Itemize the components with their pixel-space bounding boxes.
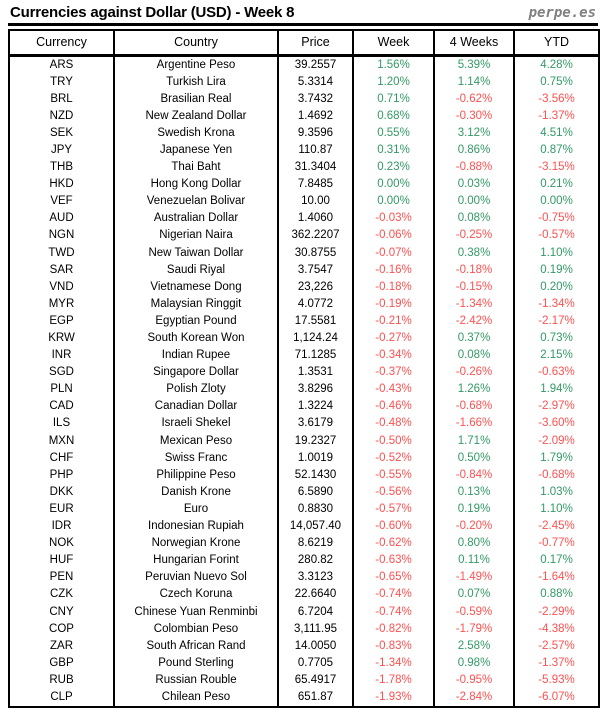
cell-price: 3.6179 bbox=[278, 415, 353, 432]
cell-price: 14,057.40 bbox=[278, 518, 353, 535]
cell-price: 8.6219 bbox=[278, 535, 353, 552]
table-row bbox=[9, 176, 599, 193]
cell-week-change: -0.56% bbox=[353, 484, 434, 501]
cell-currency-code: CLP bbox=[9, 689, 114, 707]
table-row bbox=[9, 604, 599, 621]
cell-4weeks-change: 0.50% bbox=[434, 450, 514, 467]
cell-currency-code: ILS bbox=[9, 415, 114, 432]
cell-price: 65.4917 bbox=[278, 672, 353, 689]
cell-price: 0.7705 bbox=[278, 655, 353, 672]
cell-country: Saudi Riyal bbox=[114, 262, 278, 279]
cell-4weeks-change: -1.34% bbox=[434, 296, 514, 313]
table-row bbox=[9, 381, 599, 398]
cell-ytd-change: -4.38% bbox=[514, 621, 599, 638]
table-row bbox=[9, 279, 599, 296]
cell-4weeks-change: 2.58% bbox=[434, 638, 514, 655]
table-row bbox=[9, 347, 599, 364]
cell-4weeks-change: 0.11% bbox=[434, 552, 514, 569]
cell-currency-code: NGN bbox=[9, 227, 114, 244]
cell-country: Colombian Peso bbox=[114, 621, 278, 638]
cell-currency-code: VEF bbox=[9, 193, 114, 210]
cell-currency-code: PLN bbox=[9, 381, 114, 398]
cell-week-change: -0.07% bbox=[353, 245, 434, 262]
table-row bbox=[9, 330, 599, 347]
cell-ytd-change: -0.75% bbox=[514, 210, 599, 227]
table-row bbox=[9, 621, 599, 638]
cell-country: Hungarian Forint bbox=[114, 552, 278, 569]
cell-4weeks-change: 0.08% bbox=[434, 210, 514, 227]
cell-price: 23,226 bbox=[278, 279, 353, 296]
cell-country: Malaysian Ringgit bbox=[114, 296, 278, 313]
cell-country: Swiss Franc bbox=[114, 450, 278, 467]
cell-currency-code: THB bbox=[9, 159, 114, 176]
cell-week-change: -0.37% bbox=[353, 364, 434, 381]
col-header-week: Week bbox=[353, 30, 434, 55]
cell-currency-code: VND bbox=[9, 279, 114, 296]
cell-ytd-change: -5.93% bbox=[514, 672, 599, 689]
cell-week-change: -0.46% bbox=[353, 398, 434, 415]
cell-4weeks-change: -0.30% bbox=[434, 108, 514, 125]
cell-price: 22.6640 bbox=[278, 586, 353, 603]
cell-week-change: -0.74% bbox=[353, 604, 434, 621]
table-row bbox=[9, 313, 599, 330]
cell-currency-code: AUD bbox=[9, 210, 114, 227]
cell-country: Hong Kong Dollar bbox=[114, 176, 278, 193]
cell-country: Argentine Peso bbox=[114, 55, 278, 74]
col-header-ytd: YTD bbox=[514, 30, 599, 55]
cell-ytd-change: -1.34% bbox=[514, 296, 599, 313]
cell-currency-code: CHF bbox=[9, 450, 114, 467]
cell-currency-code: NOK bbox=[9, 535, 114, 552]
cell-currency-code: HKD bbox=[9, 176, 114, 193]
cell-4weeks-change: -1.79% bbox=[434, 621, 514, 638]
cell-currency-code: DKK bbox=[9, 484, 114, 501]
table-row bbox=[9, 415, 599, 432]
cell-4weeks-change: -0.26% bbox=[434, 364, 514, 381]
table-row bbox=[9, 159, 599, 176]
cell-currency-code: JPY bbox=[9, 142, 114, 159]
table-row bbox=[9, 535, 599, 552]
cell-ytd-change: 4.51% bbox=[514, 125, 599, 142]
cell-week-change: -0.48% bbox=[353, 415, 434, 432]
table-row bbox=[9, 262, 599, 279]
cell-country: Polish Zloty bbox=[114, 381, 278, 398]
cell-week-change: -0.50% bbox=[353, 433, 434, 450]
cell-price: 52.1430 bbox=[278, 467, 353, 484]
cell-currency-code: BRL bbox=[9, 91, 114, 108]
cell-currency-code: ARS bbox=[9, 55, 114, 74]
cell-price: 30.8755 bbox=[278, 245, 353, 262]
cell-week-change: -0.55% bbox=[353, 467, 434, 484]
cell-price: 3.8296 bbox=[278, 381, 353, 398]
table-row bbox=[9, 364, 599, 381]
cell-currency-code: PEN bbox=[9, 569, 114, 586]
cell-price: 0.8830 bbox=[278, 501, 353, 518]
table-row bbox=[9, 655, 599, 672]
col-header-country: Country bbox=[114, 30, 278, 55]
cell-week-change: -0.82% bbox=[353, 621, 434, 638]
cell-country: Chilean Peso bbox=[114, 689, 278, 707]
cell-week-change: -0.62% bbox=[353, 535, 434, 552]
table-row bbox=[9, 672, 599, 689]
cell-country: Peruvian Nuevo Sol bbox=[114, 569, 278, 586]
cell-ytd-change: -3.60% bbox=[514, 415, 599, 432]
cell-price: 71.1285 bbox=[278, 347, 353, 364]
table-row bbox=[9, 74, 599, 91]
cell-price: 10.00 bbox=[278, 193, 353, 210]
brand-logo: perpe.es bbox=[528, 5, 596, 21]
cell-country: Swedish Krona bbox=[114, 125, 278, 142]
currency-table bbox=[8, 29, 600, 708]
cell-price: 9.3596 bbox=[278, 125, 353, 142]
cell-week-change: 0.00% bbox=[353, 193, 434, 210]
table-row bbox=[9, 245, 599, 262]
cell-currency-code: SEK bbox=[9, 125, 114, 142]
cell-currency-code: CZK bbox=[9, 586, 114, 603]
cell-week-change: -0.19% bbox=[353, 296, 434, 313]
cell-price: 7.8485 bbox=[278, 176, 353, 193]
table-row bbox=[9, 518, 599, 535]
cell-country: Egyptian Pound bbox=[114, 313, 278, 330]
cell-country: Venezuelan Bolivar bbox=[114, 193, 278, 210]
cell-country: Singapore Dollar bbox=[114, 364, 278, 381]
cell-week-change: 0.55% bbox=[353, 125, 434, 142]
cell-currency-code: TWD bbox=[9, 245, 114, 262]
cell-4weeks-change: -0.25% bbox=[434, 227, 514, 244]
col-header-currency: Currency bbox=[9, 30, 114, 55]
cell-price: 31.3404 bbox=[278, 159, 353, 176]
cell-week-change: -0.34% bbox=[353, 347, 434, 364]
cell-country: Israeli Shekel bbox=[114, 415, 278, 432]
cell-week-change: -0.52% bbox=[353, 450, 434, 467]
table-body bbox=[9, 55, 599, 707]
cell-week-change: -0.06% bbox=[353, 227, 434, 244]
table-header bbox=[9, 30, 599, 55]
cell-currency-code: KRW bbox=[9, 330, 114, 347]
cell-ytd-change: 0.17% bbox=[514, 552, 599, 569]
cell-country: Brasilian Real bbox=[114, 91, 278, 108]
cell-ytd-change: 1.10% bbox=[514, 245, 599, 262]
cell-currency-code: HUF bbox=[9, 552, 114, 569]
cell-ytd-change: 0.21% bbox=[514, 176, 599, 193]
table-row bbox=[9, 450, 599, 467]
col-header-4weeks: 4 Weeks bbox=[434, 30, 514, 55]
cell-price: 3,111.95 bbox=[278, 621, 353, 638]
cell-country: Philippine Peso bbox=[114, 467, 278, 484]
cell-week-change: -0.57% bbox=[353, 501, 434, 518]
cell-week-change: -0.27% bbox=[353, 330, 434, 347]
cell-price: 1.3224 bbox=[278, 398, 353, 415]
table-row bbox=[9, 467, 599, 484]
cell-country: Thai Baht bbox=[114, 159, 278, 176]
cell-price: 5.3314 bbox=[278, 74, 353, 91]
cell-week-change: -0.65% bbox=[353, 569, 434, 586]
cell-week-change: -0.63% bbox=[353, 552, 434, 569]
cell-currency-code: RUB bbox=[9, 672, 114, 689]
col-header-price: Price bbox=[278, 30, 353, 55]
cell-4weeks-change: 1.26% bbox=[434, 381, 514, 398]
cell-price: 1.4060 bbox=[278, 210, 353, 227]
cell-country: Turkish Lira bbox=[114, 74, 278, 91]
cell-ytd-change: 0.88% bbox=[514, 586, 599, 603]
cell-week-change: -0.03% bbox=[353, 210, 434, 227]
cell-country: New Zealand Dollar bbox=[114, 108, 278, 125]
header-row bbox=[9, 30, 599, 55]
cell-currency-code: MYR bbox=[9, 296, 114, 313]
cell-price: 280.82 bbox=[278, 552, 353, 569]
cell-4weeks-change: 0.86% bbox=[434, 142, 514, 159]
cell-price: 1.3531 bbox=[278, 364, 353, 381]
cell-4weeks-change: 0.00% bbox=[434, 193, 514, 210]
cell-country: Danish Krone bbox=[114, 484, 278, 501]
cell-ytd-change: -0.77% bbox=[514, 535, 599, 552]
cell-currency-code: CNY bbox=[9, 604, 114, 621]
cell-currency-code: TRY bbox=[9, 74, 114, 91]
cell-4weeks-change: -0.62% bbox=[434, 91, 514, 108]
table-row bbox=[9, 398, 599, 415]
cell-ytd-change: 1.94% bbox=[514, 381, 599, 398]
cell-currency-code: MXN bbox=[9, 433, 114, 450]
cell-price: 651.87 bbox=[278, 689, 353, 707]
cell-4weeks-change: -0.59% bbox=[434, 604, 514, 621]
cell-ytd-change: 0.75% bbox=[514, 74, 599, 91]
cell-4weeks-change: -0.68% bbox=[434, 398, 514, 415]
cell-country: Norwegian Krone bbox=[114, 535, 278, 552]
cell-currency-code: SGD bbox=[9, 364, 114, 381]
cell-ytd-change: 1.79% bbox=[514, 450, 599, 467]
cell-4weeks-change: -0.84% bbox=[434, 467, 514, 484]
cell-price: 1.4692 bbox=[278, 108, 353, 125]
table-row bbox=[9, 689, 599, 707]
cell-country: Chinese Yuan Renminbi bbox=[114, 604, 278, 621]
cell-week-change: -1.93% bbox=[353, 689, 434, 707]
cell-ytd-change: -1.64% bbox=[514, 569, 599, 586]
cell-currency-code: ZAR bbox=[9, 638, 114, 655]
cell-ytd-change: 0.20% bbox=[514, 279, 599, 296]
table-row bbox=[9, 55, 599, 74]
cell-price: 17.5581 bbox=[278, 313, 353, 330]
cell-week-change: -0.43% bbox=[353, 381, 434, 398]
cell-week-change: 0.31% bbox=[353, 142, 434, 159]
cell-4weeks-change: -0.95% bbox=[434, 672, 514, 689]
cell-4weeks-change: 0.98% bbox=[434, 655, 514, 672]
cell-4weeks-change: 0.37% bbox=[434, 330, 514, 347]
cell-ytd-change: -1.37% bbox=[514, 655, 599, 672]
cell-4weeks-change: -0.15% bbox=[434, 279, 514, 296]
cell-currency-code: IDR bbox=[9, 518, 114, 535]
cell-price: 39.2557 bbox=[278, 55, 353, 74]
cell-country: Vietnamese Dong bbox=[114, 279, 278, 296]
cell-country: Indian Rupee bbox=[114, 347, 278, 364]
cell-country: Canadian Dollar bbox=[114, 398, 278, 415]
cell-week-change: -0.21% bbox=[353, 313, 434, 330]
cell-week-change: 0.00% bbox=[353, 176, 434, 193]
cell-week-change: 1.56% bbox=[353, 55, 434, 74]
cell-price: 3.3123 bbox=[278, 569, 353, 586]
cell-4weeks-change: -1.49% bbox=[434, 569, 514, 586]
cell-ytd-change: 2.15% bbox=[514, 347, 599, 364]
cell-week-change: 1.20% bbox=[353, 74, 434, 91]
cell-country: Pound Sterling bbox=[114, 655, 278, 672]
cell-week-change: 0.23% bbox=[353, 159, 434, 176]
cell-ytd-change: 4.28% bbox=[514, 55, 599, 74]
cell-currency-code: PHP bbox=[9, 467, 114, 484]
cell-4weeks-change: -2.42% bbox=[434, 313, 514, 330]
cell-price: 3.7547 bbox=[278, 262, 353, 279]
table-row bbox=[9, 501, 599, 518]
cell-price: 4.0772 bbox=[278, 296, 353, 313]
cell-week-change: -0.83% bbox=[353, 638, 434, 655]
cell-price: 6.5890 bbox=[278, 484, 353, 501]
cell-ytd-change: 0.19% bbox=[514, 262, 599, 279]
cell-4weeks-change: -0.20% bbox=[434, 518, 514, 535]
page-title: Currencies against Dollar (USD) - Week 8 bbox=[10, 4, 295, 21]
cell-week-change: -1.78% bbox=[353, 672, 434, 689]
cell-ytd-change: -2.97% bbox=[514, 398, 599, 415]
cell-currency-code: COP bbox=[9, 621, 114, 638]
cell-currency-code: EGP bbox=[9, 313, 114, 330]
table-row bbox=[9, 296, 599, 313]
cell-price: 6.7204 bbox=[278, 604, 353, 621]
cell-ytd-change: 1.03% bbox=[514, 484, 599, 501]
cell-price: 1,124.24 bbox=[278, 330, 353, 347]
table-row bbox=[9, 586, 599, 603]
table-row bbox=[9, 552, 599, 569]
cell-week-change: -0.16% bbox=[353, 262, 434, 279]
table-row bbox=[9, 227, 599, 244]
cell-country: Japanese Yen bbox=[114, 142, 278, 159]
cell-currency-code: GBP bbox=[9, 655, 114, 672]
table-row bbox=[9, 142, 599, 159]
cell-currency-code: SAR bbox=[9, 262, 114, 279]
cell-ytd-change: -1.37% bbox=[514, 108, 599, 125]
title-bar bbox=[8, 5, 598, 26]
cell-country: Australian Dollar bbox=[114, 210, 278, 227]
cell-4weeks-change: 0.07% bbox=[434, 586, 514, 603]
cell-ytd-change: 0.87% bbox=[514, 142, 599, 159]
cell-currency-code: EUR bbox=[9, 501, 114, 518]
cell-country: Euro bbox=[114, 501, 278, 518]
table-row bbox=[9, 569, 599, 586]
table-row bbox=[9, 108, 599, 125]
cell-ytd-change: -2.09% bbox=[514, 433, 599, 450]
cell-country: Nigerian Naira bbox=[114, 227, 278, 244]
table-row bbox=[9, 125, 599, 142]
cell-ytd-change: -0.63% bbox=[514, 364, 599, 381]
cell-price: 19.2327 bbox=[278, 433, 353, 450]
cell-price: 3.7432 bbox=[278, 91, 353, 108]
cell-price: 1.0019 bbox=[278, 450, 353, 467]
table-row bbox=[9, 193, 599, 210]
cell-country: Mexican Peso bbox=[114, 433, 278, 450]
cell-country: Indonesian Rupiah bbox=[114, 518, 278, 535]
cell-price: 110.87 bbox=[278, 142, 353, 159]
cell-4weeks-change: -2.84% bbox=[434, 689, 514, 707]
cell-week-change: -0.18% bbox=[353, 279, 434, 296]
cell-4weeks-change: 3.12% bbox=[434, 125, 514, 142]
cell-4weeks-change: -1.66% bbox=[434, 415, 514, 432]
cell-ytd-change: -3.56% bbox=[514, 91, 599, 108]
cell-price: 362.2207 bbox=[278, 227, 353, 244]
cell-4weeks-change: 0.08% bbox=[434, 347, 514, 364]
table-row bbox=[9, 638, 599, 655]
cell-week-change: -0.60% bbox=[353, 518, 434, 535]
cell-currency-code: CAD bbox=[9, 398, 114, 415]
cell-4weeks-change: 0.03% bbox=[434, 176, 514, 193]
cell-ytd-change: -0.68% bbox=[514, 467, 599, 484]
cell-price: 14.0050 bbox=[278, 638, 353, 655]
cell-ytd-change: 0.73% bbox=[514, 330, 599, 347]
table-row bbox=[9, 433, 599, 450]
cell-country: Czech Koruna bbox=[114, 586, 278, 603]
cell-week-change: 0.71% bbox=[353, 91, 434, 108]
cell-ytd-change: -0.57% bbox=[514, 227, 599, 244]
cell-ytd-change: -2.17% bbox=[514, 313, 599, 330]
cell-country: Russian Rouble bbox=[114, 672, 278, 689]
cell-ytd-change: -2.45% bbox=[514, 518, 599, 535]
cell-ytd-change: -3.15% bbox=[514, 159, 599, 176]
cell-ytd-change: 0.00% bbox=[514, 193, 599, 210]
cell-ytd-change: -6.07% bbox=[514, 689, 599, 707]
cell-ytd-change: -2.57% bbox=[514, 638, 599, 655]
cell-4weeks-change: 1.71% bbox=[434, 433, 514, 450]
cell-4weeks-change: 5.39% bbox=[434, 55, 514, 74]
cell-week-change: 0.68% bbox=[353, 108, 434, 125]
cell-week-change: -1.34% bbox=[353, 655, 434, 672]
cell-4weeks-change: 0.13% bbox=[434, 484, 514, 501]
cell-4weeks-change: -0.88% bbox=[434, 159, 514, 176]
cell-currency-code: NZD bbox=[9, 108, 114, 125]
cell-currency-code: INR bbox=[9, 347, 114, 364]
cell-country: New Taiwan Dollar bbox=[114, 245, 278, 262]
cell-country: South African Rand bbox=[114, 638, 278, 655]
cell-4weeks-change: 0.38% bbox=[434, 245, 514, 262]
cell-4weeks-change: 0.19% bbox=[434, 501, 514, 518]
cell-week-change: -0.74% bbox=[353, 586, 434, 603]
cell-country: South Korean Won bbox=[114, 330, 278, 347]
table-row bbox=[9, 484, 599, 501]
cell-4weeks-change: 1.14% bbox=[434, 74, 514, 91]
cell-ytd-change: -2.29% bbox=[514, 604, 599, 621]
table-row bbox=[9, 210, 599, 227]
cell-4weeks-change: -0.18% bbox=[434, 262, 514, 279]
cell-ytd-change: 1.10% bbox=[514, 501, 599, 518]
cell-4weeks-change: 0.80% bbox=[434, 535, 514, 552]
table-row bbox=[9, 91, 599, 108]
